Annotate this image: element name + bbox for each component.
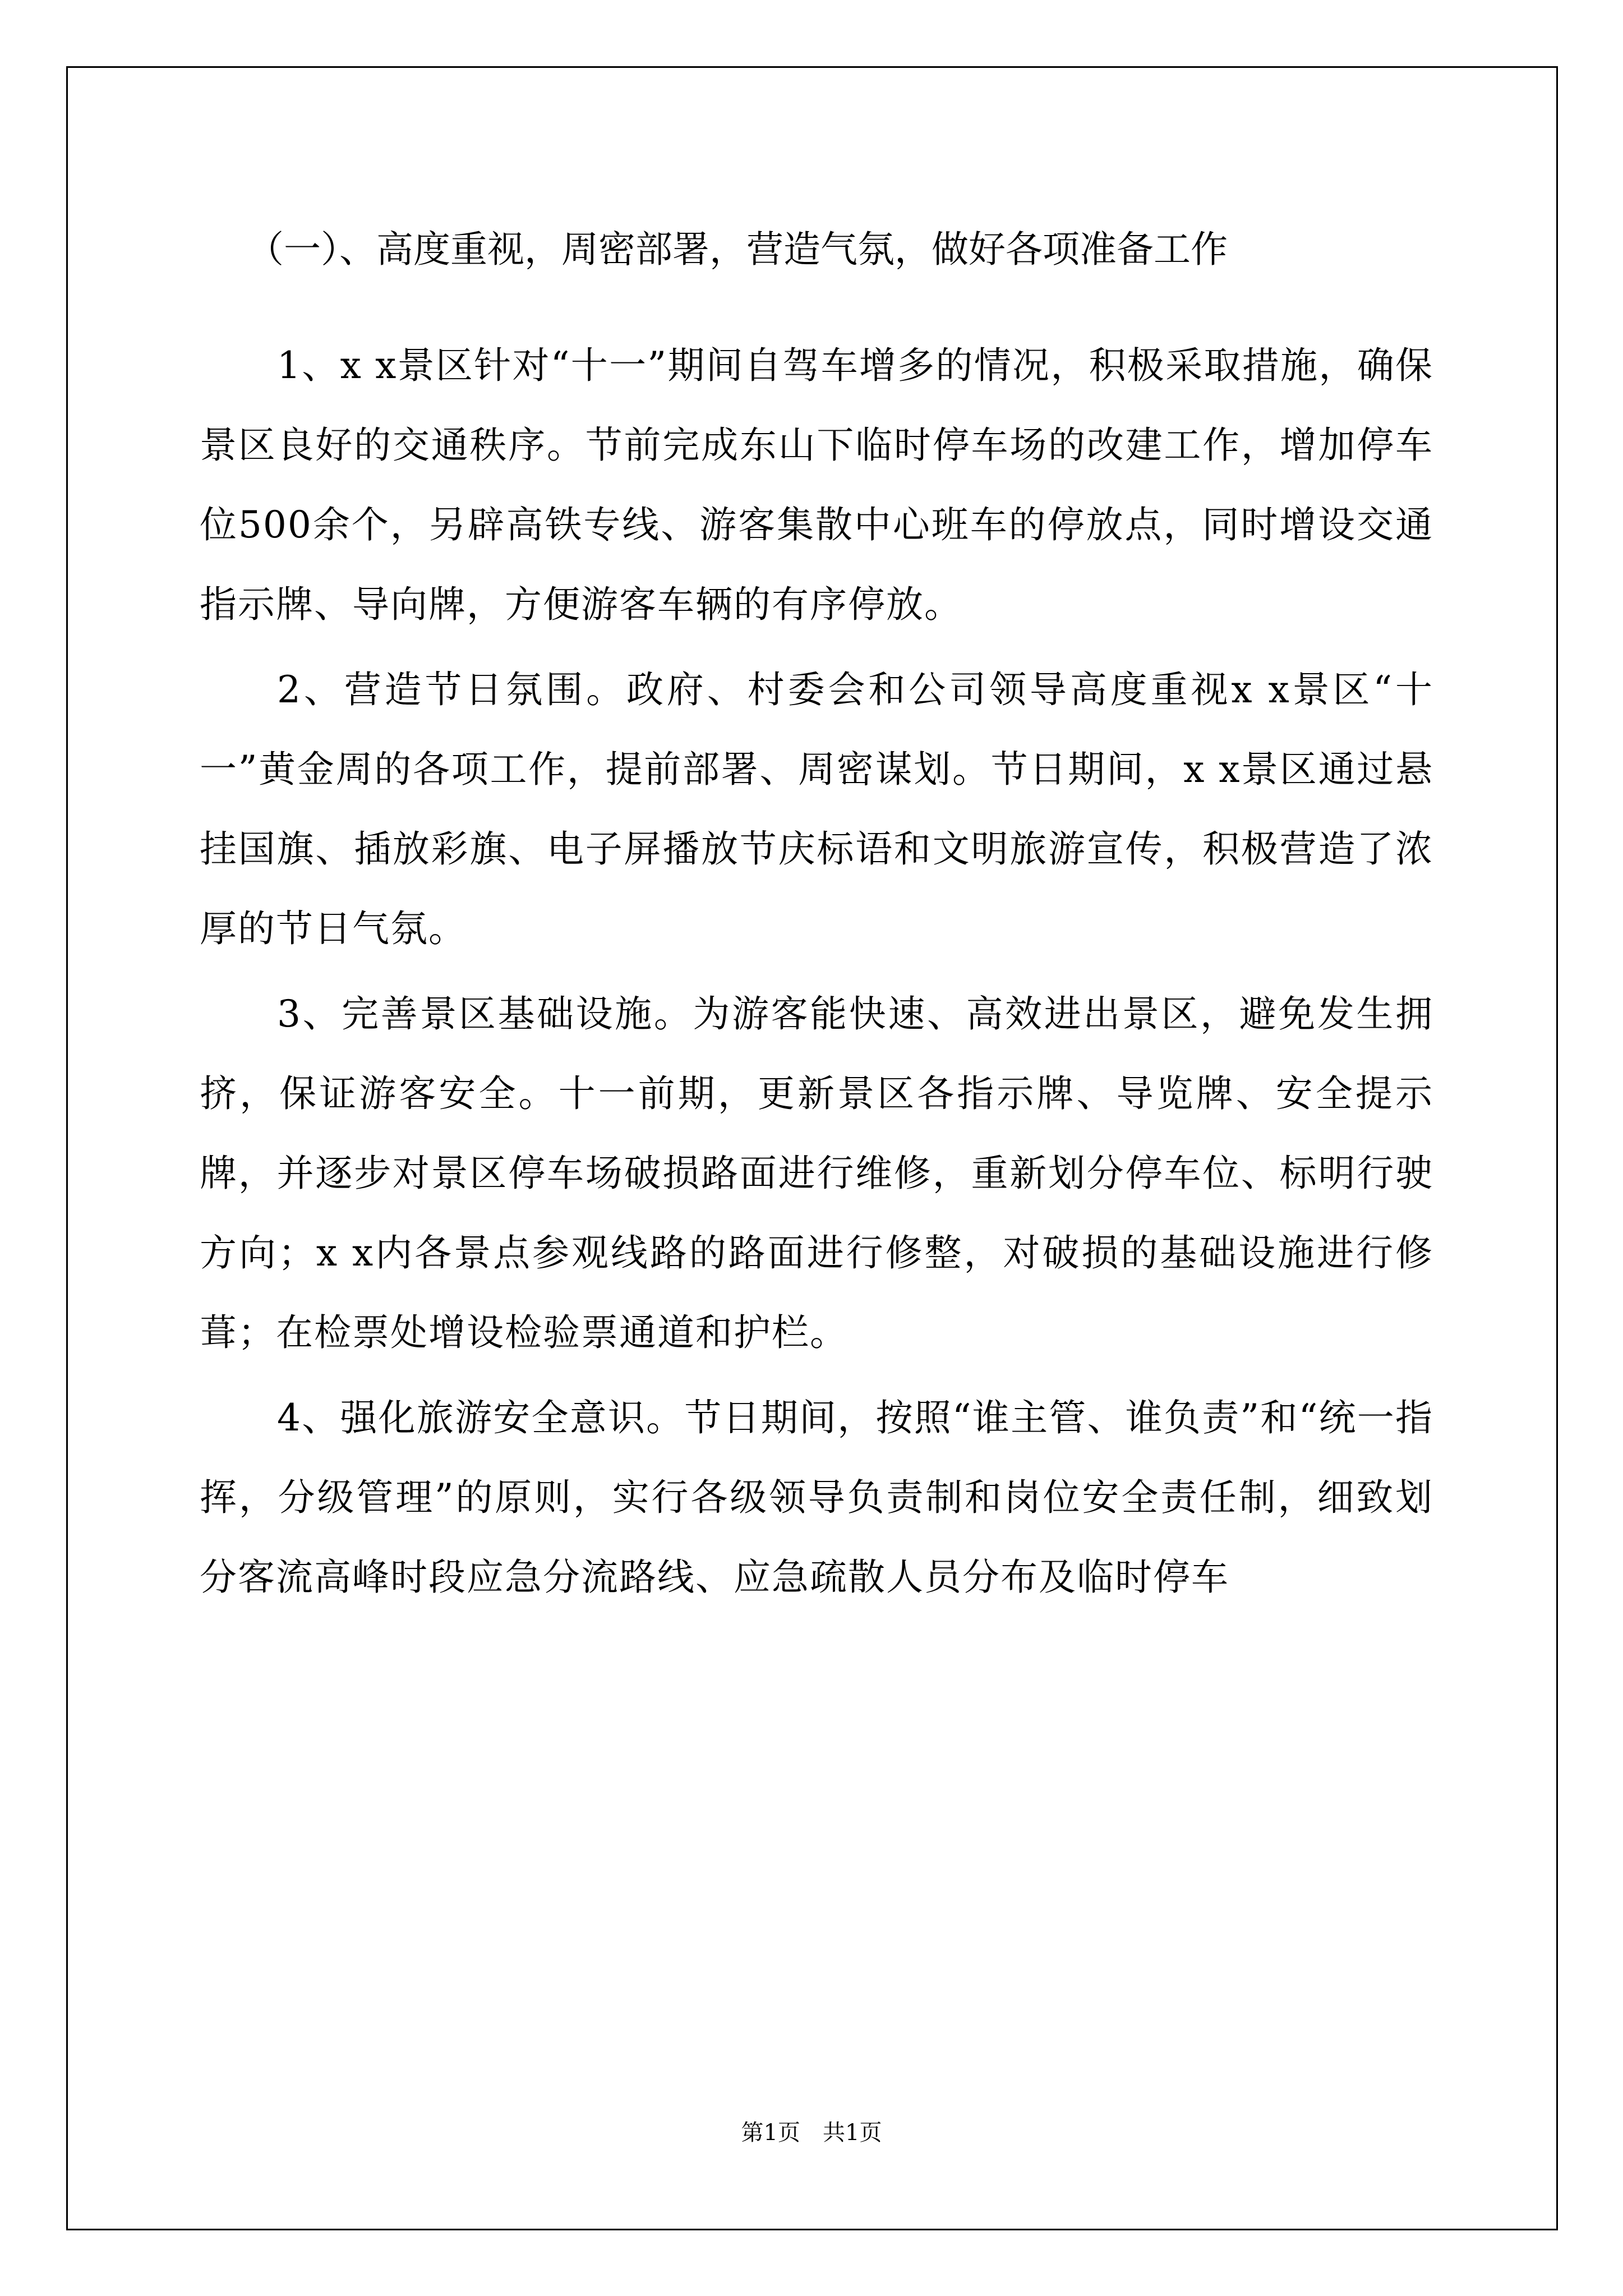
paragraph-1: 1、x x景区针对“十一”期间自驾车增多的情况，积极采取措施，确保景区良好的交通秩序。节前完成东山下临时停车场的改建工作，增加停车位500余个，另辟高铁专线、游客集散中心班车的停放点，同时增设交通指示牌、导向牌，方便游客车辆的有序停放。 — [200, 344, 1433, 626]
paragraph-4: 4、强化旅游安全意识。节日期间，按照“谁主管、谁负责”和“统一指挥，分级管理”的原则，实行各级领导负责制和岗位安全责任制，细致划分客流高峰时段应急分流路线、应急疏散人员分布及临时停车 — [200, 1396, 1433, 1599]
section-heading: （一）、高度重视，周密部署，营造气氛，做好各项准备工作 — [247, 228, 1228, 271]
paragraph-2: 2、营造节日氛围。政府、村委会和公司领导高度重视x x景区“十一”黄金周的各项工作，提前部署、周密谋划。节日期间，x x景区通过悬挂国旗、插放彩旗、电子屏播放节庆标语和文明旅游宣传，积极营造了浓厚的节日气氛。 — [200, 668, 1433, 950]
document-body — [200, 222, 1433, 1623]
paragraph-3: 3、完善景区基础设施。为游客能快速、高效进出景区，避免发生拥挤，保证游客安全。十一前期，更新景区各指示牌、导览牌、安全提示牌，并逐步对景区停车场破损路面进行维修，重新划分停车位、标明行驶方向；x x内各景点参观线路的路面进行修整，对破损的基础设施进行修葺；在检票处增设检验票通道和护栏。 — [200, 992, 1433, 1354]
page-number-footer: 第1页 共1页 — [741, 2120, 882, 2146]
